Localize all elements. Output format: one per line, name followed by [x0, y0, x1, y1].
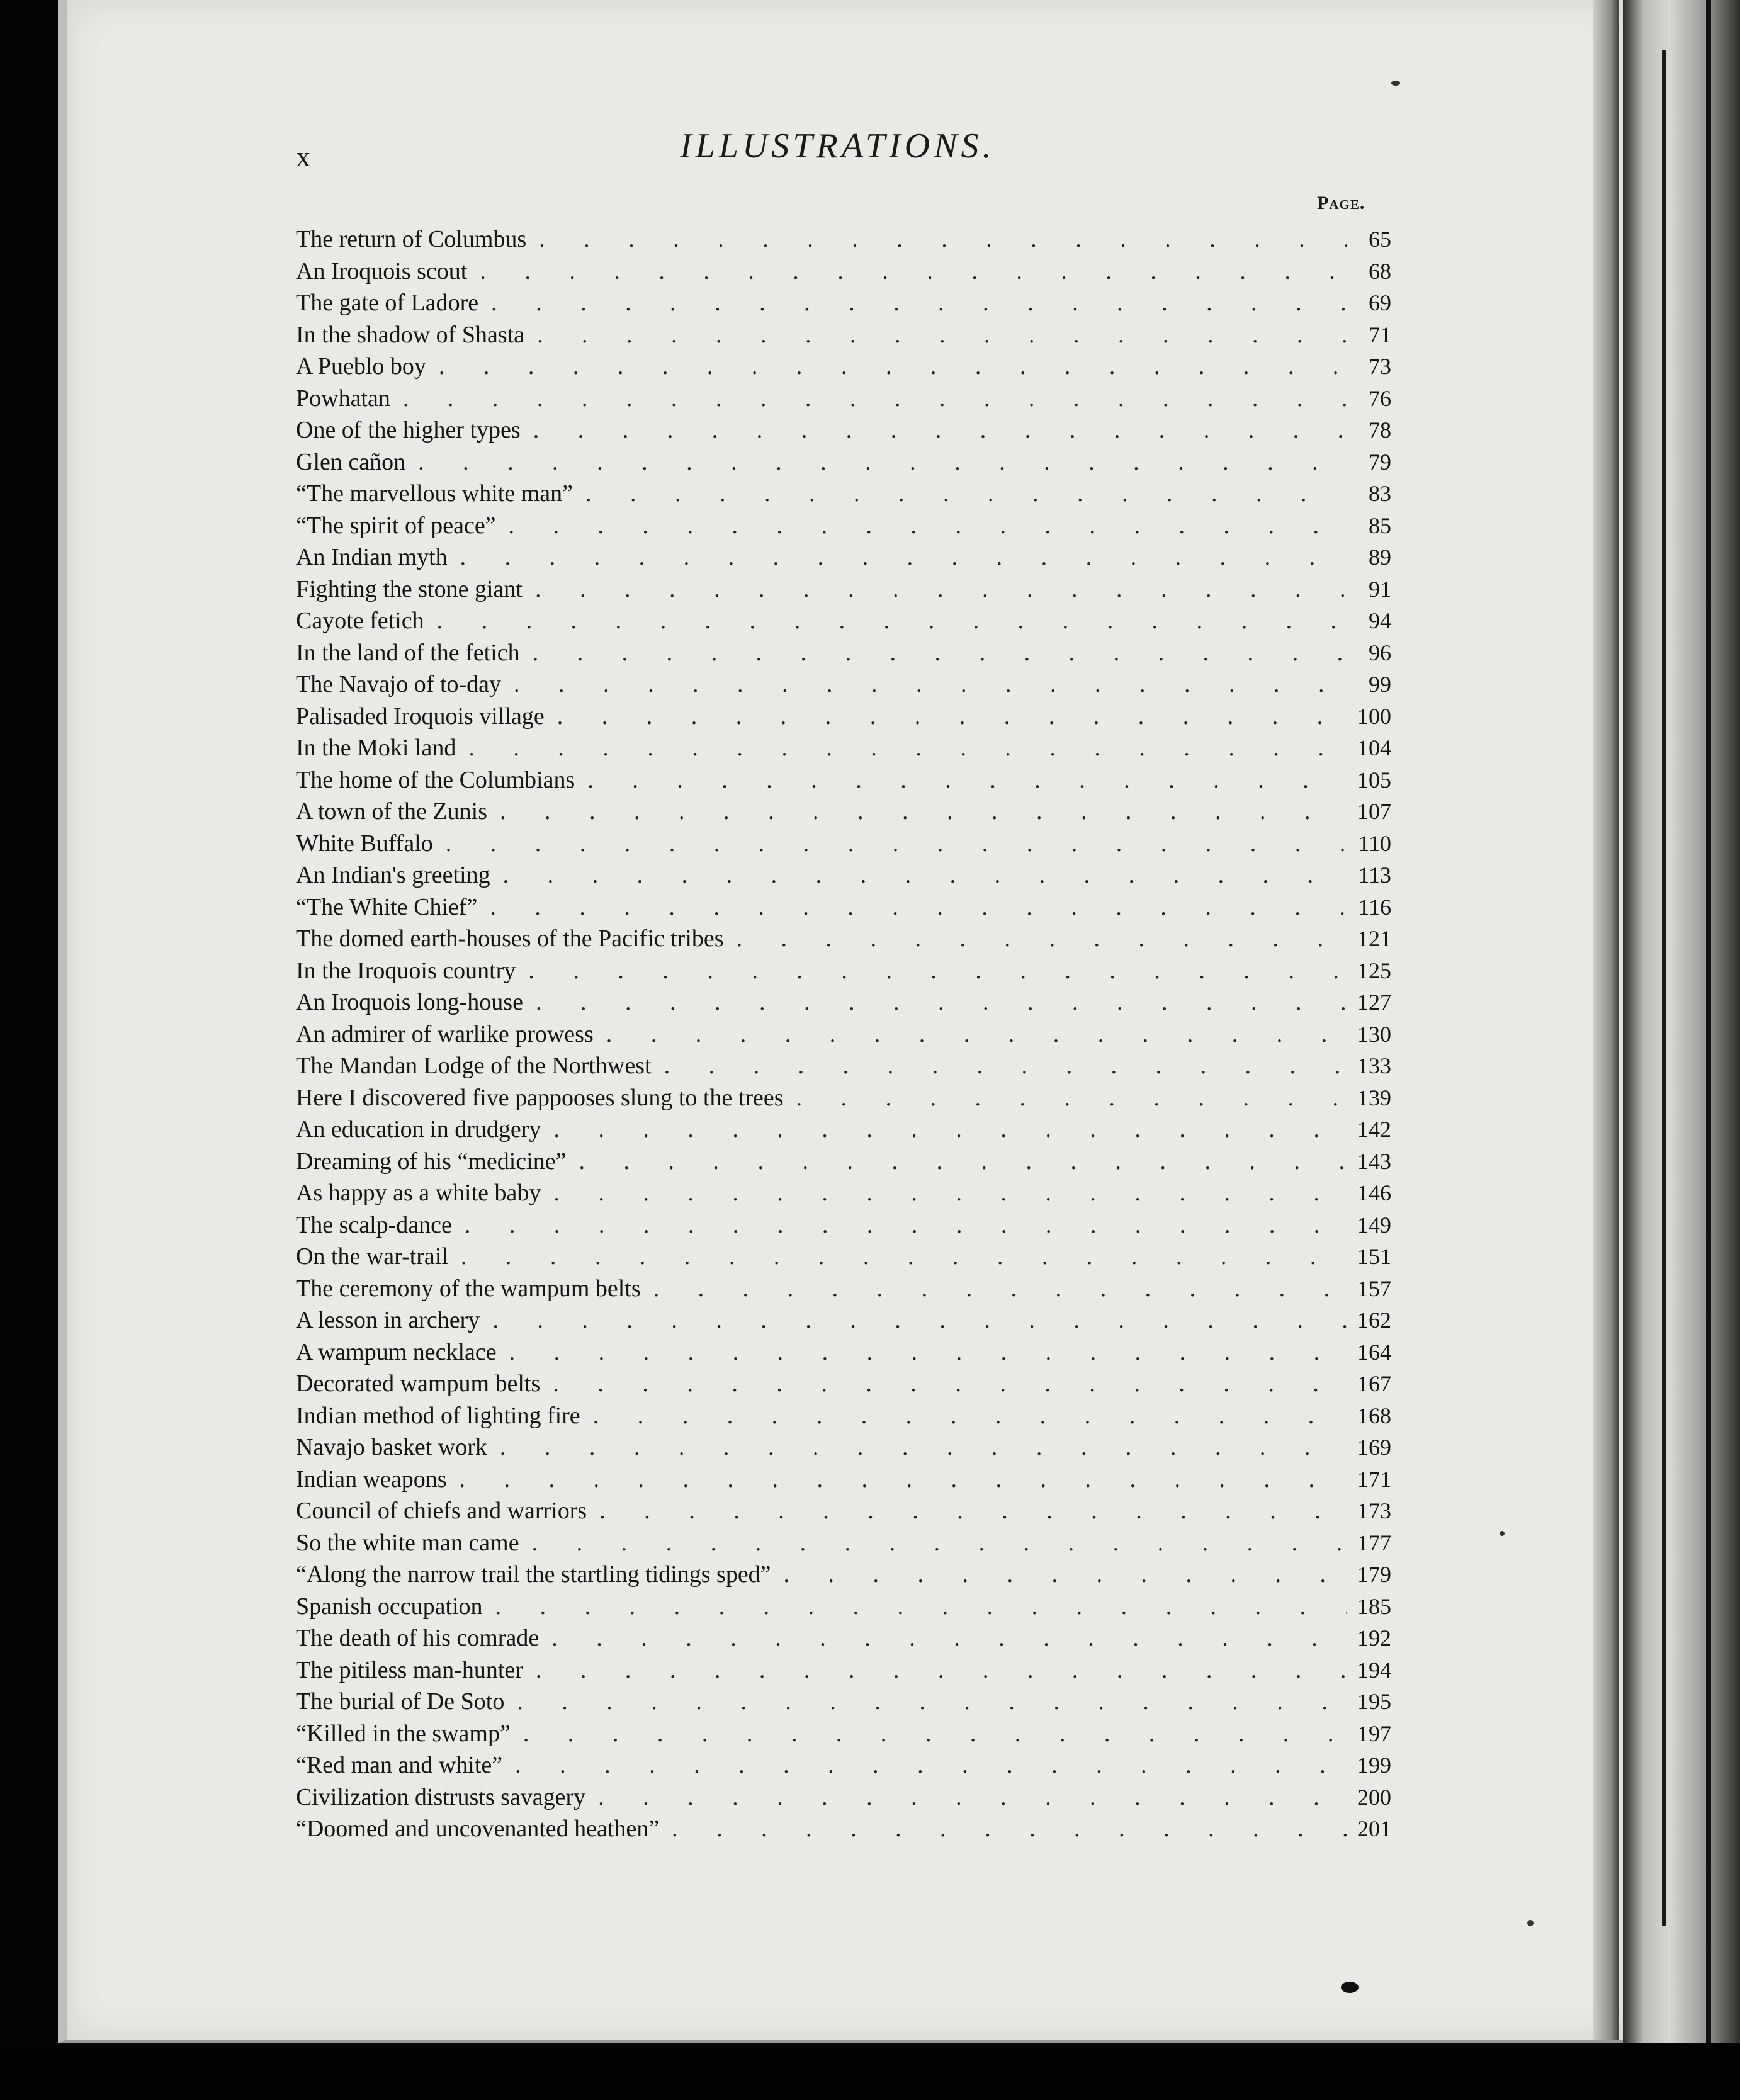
- entry-page-number: 177: [1357, 1530, 1391, 1555]
- dot-leader: [573, 478, 1347, 510]
- dot-leader: [496, 510, 1347, 542]
- dot-leader: [641, 1273, 1347, 1305]
- dot-leader: [524, 319, 1347, 351]
- entry-title: “Red man and white”: [296, 1752, 503, 1778]
- dot-leader: [452, 1209, 1347, 1241]
- entry-page-number: 100: [1357, 703, 1391, 729]
- list-item: [296, 669, 1391, 701]
- ink-blot: [1341, 1982, 1359, 1993]
- entry-page-number: 96: [1369, 640, 1391, 665]
- entry-page-number: 194: [1357, 1657, 1391, 1683]
- dot-leader: [477, 891, 1347, 923]
- entry-page-number: 167: [1357, 1371, 1391, 1396]
- list-item: [296, 796, 1391, 828]
- entry-page-number: 94: [1369, 608, 1391, 633]
- list-item: [296, 891, 1391, 923]
- list-item: [296, 732, 1391, 764]
- entry-page-number: 130: [1357, 1021, 1391, 1047]
- entry-title: An Indian's greeting: [296, 862, 490, 888]
- entry-title: The return of Columbus: [296, 226, 527, 252]
- entry-page-number: 65: [1369, 227, 1391, 252]
- entry-title: So the white man came: [296, 1529, 519, 1556]
- list-item: [296, 637, 1391, 669]
- dot-leader: [526, 223, 1347, 256]
- entry-page-number: 197: [1357, 1720, 1391, 1746]
- dot-leader: [659, 1813, 1347, 1845]
- entry-title: Powhatan: [296, 385, 390, 412]
- list-item: [296, 1718, 1391, 1750]
- ink-speck: [1527, 1920, 1534, 1926]
- illustrations-list: [296, 223, 1391, 1845]
- dot-leader: [490, 859, 1347, 891]
- dot-leader: [566, 1146, 1347, 1178]
- dot-leader: [405, 446, 1347, 478]
- dot-leader: [587, 1495, 1347, 1527]
- page-edge: [1593, 0, 1619, 2040]
- entry-page-number: 146: [1357, 1180, 1391, 1205]
- list-item: [296, 701, 1391, 733]
- dot-leader: [521, 414, 1347, 446]
- entry-title: Indian weapons: [296, 1465, 447, 1493]
- dot-leader: [784, 1082, 1347, 1114]
- list-item: [296, 1241, 1391, 1273]
- entry-title: Civilization distrusts savagery: [296, 1783, 586, 1810]
- entry-title: “Doomed and uncovenanted heathen”: [296, 1815, 660, 1842]
- entry-title: The scalp-dance: [296, 1211, 452, 1238]
- entry-title: “The marvellous white man”: [296, 480, 573, 507]
- list-item: [296, 923, 1391, 955]
- list-item: [296, 1304, 1391, 1336]
- entry-title: Spanish occupation: [296, 1593, 483, 1620]
- entry-page-number: 173: [1357, 1498, 1391, 1523]
- dot-leader: [652, 1050, 1347, 1082]
- list-item: [296, 510, 1391, 542]
- entry-page-number: 99: [1369, 672, 1391, 697]
- dot-leader: [478, 287, 1347, 319]
- list-item: [296, 1336, 1391, 1369]
- page-column-label: Page.: [1317, 193, 1365, 213]
- list-item: [296, 1400, 1391, 1432]
- entry-title: Dreaming of his “medicine”: [296, 1148, 567, 1175]
- entry-page-number: 201: [1357, 1816, 1391, 1841]
- entry-page-number: 91: [1369, 576, 1391, 602]
- entry-title: The death of his comrade: [296, 1625, 540, 1651]
- list-item: [296, 256, 1391, 288]
- entry-title: An Indian myth: [296, 544, 448, 570]
- list-item: [296, 986, 1391, 1019]
- list-item: [296, 1622, 1391, 1654]
- list-item: [296, 1082, 1391, 1114]
- list-item: [296, 1781, 1391, 1814]
- entry-page-number: 169: [1357, 1435, 1391, 1460]
- book-spine: [1623, 0, 1740, 2100]
- entry-title: A town of the Zunis: [296, 798, 487, 825]
- dot-leader: [541, 1114, 1347, 1146]
- list-item: [296, 1686, 1391, 1718]
- entry-page-number: 157: [1357, 1275, 1391, 1301]
- dot-leader: [580, 1400, 1347, 1432]
- entry-title: As happy as a white baby: [296, 1180, 541, 1206]
- entry-page-number: 133: [1357, 1053, 1391, 1078]
- entry-page-number: 116: [1358, 894, 1391, 920]
- entry-page-number: 107: [1357, 799, 1391, 824]
- entry-page-number: 85: [1369, 512, 1391, 538]
- dot-leader: [541, 1177, 1347, 1209]
- entry-page-number: 171: [1357, 1466, 1391, 1492]
- entry-title: The burial of De Soto: [296, 1688, 505, 1715]
- entry-page-number: 139: [1357, 1085, 1391, 1110]
- list-item: [296, 1209, 1391, 1241]
- entry-page-number: 71: [1369, 322, 1391, 347]
- entry-title: “Killed in the swamp”: [296, 1720, 511, 1747]
- entry-title: Palisaded Iroquois village: [296, 703, 545, 730]
- running-head: ILLUSTRATIONS.: [680, 127, 995, 166]
- dot-leader: [523, 1654, 1347, 1686]
- entry-title: The ceremony of the wampum belts: [296, 1275, 641, 1302]
- dot-leader: [519, 1527, 1347, 1559]
- entry-title: A wampum necklace: [296, 1338, 497, 1365]
- entry-page-number: 192: [1357, 1625, 1391, 1651]
- entry-page-number: 89: [1369, 545, 1391, 570]
- list-item: [296, 287, 1391, 319]
- entry-page-number: 168: [1357, 1403, 1391, 1428]
- dot-leader: [575, 764, 1347, 796]
- entry-title: In the Moki land: [296, 735, 456, 761]
- list-item: [296, 1527, 1391, 1559]
- dot-leader: [426, 351, 1347, 383]
- dot-leader: [456, 732, 1347, 764]
- entry-title: Here I discovered five pappooses slung to the trees: [296, 1084, 784, 1111]
- entry-page-number: 105: [1357, 767, 1391, 793]
- entry-page-number: 125: [1357, 957, 1391, 983]
- list-item: [296, 1368, 1391, 1400]
- entry-title: Decorated wampum belts: [296, 1370, 541, 1397]
- entry-page-number: 68: [1369, 258, 1391, 284]
- spine-gap: [1706, 0, 1711, 2100]
- page-folio: x: [296, 140, 312, 172]
- entry-title: In the land of the fetich: [296, 639, 520, 666]
- list-item: [296, 1813, 1391, 1845]
- entry-title: In the Iroquois country: [296, 957, 516, 984]
- list-item: [296, 1019, 1391, 1051]
- list-item: [296, 955, 1391, 987]
- entry-title: “The White Chief”: [296, 893, 478, 920]
- entry-title: The pitiless man-hunter: [296, 1656, 523, 1683]
- list-item: [296, 859, 1391, 891]
- entry-page-number: 179: [1357, 1562, 1391, 1587]
- entry-page-number: 149: [1357, 1212, 1391, 1238]
- list-item: [296, 319, 1391, 351]
- list-item: [296, 1146, 1391, 1178]
- list-item: [296, 1464, 1391, 1496]
- list-item: [296, 605, 1391, 637]
- entry-title: Navajo basket work: [296, 1434, 487, 1460]
- dot-leader: [467, 256, 1347, 288]
- list-item: [296, 1050, 1391, 1082]
- entry-title: White Buffalo: [296, 830, 433, 857]
- entry-title: Council of chiefs and warriors: [296, 1498, 587, 1524]
- dot-leader: [390, 383, 1347, 415]
- dot-leader: [424, 605, 1347, 637]
- dot-leader: [724, 923, 1347, 955]
- dot-leader: [448, 541, 1347, 573]
- list-item: [296, 1431, 1391, 1464]
- dot-leader: [433, 828, 1347, 860]
- dot-leader: [487, 1431, 1347, 1464]
- entry-page-number: 164: [1357, 1339, 1391, 1365]
- list-item: [296, 828, 1391, 860]
- dot-leader: [480, 1304, 1347, 1336]
- dot-leader: [523, 573, 1347, 606]
- dot-leader: [594, 1019, 1347, 1051]
- entry-title: The Navajo of to-day: [296, 671, 502, 697]
- entry-title: “Along the narrow trail the startling tidings sped”: [296, 1561, 771, 1588]
- dot-leader: [585, 1781, 1347, 1814]
- dot-leader: [497, 1336, 1347, 1369]
- list-item: [296, 1114, 1391, 1146]
- entry-page-number: 104: [1357, 735, 1391, 760]
- entry-page-number: 199: [1357, 1753, 1391, 1778]
- dot-leader: [447, 1464, 1347, 1496]
- dot-leader: [511, 1718, 1347, 1750]
- entry-page-number: 200: [1357, 1784, 1391, 1810]
- entry-page-number: 162: [1357, 1307, 1391, 1333]
- entry-page-number: 69: [1369, 290, 1391, 315]
- list-item: [296, 1749, 1391, 1781]
- entry-title: The domed earth-houses of the Pacific tribes: [296, 925, 724, 952]
- entry-page-number: 127: [1357, 990, 1391, 1015]
- entry-title: A lesson in archery: [296, 1307, 480, 1333]
- list-item: [296, 573, 1391, 606]
- list-item: [296, 1591, 1391, 1623]
- entry-page-number: 79: [1369, 449, 1391, 475]
- entry-title: The Mandan Lodge of the Northwest: [296, 1053, 652, 1079]
- list-item: [296, 1273, 1391, 1305]
- dot-leader: [487, 796, 1347, 828]
- entry-page-number: 151: [1357, 1244, 1391, 1269]
- entry-title: On the war-trail: [296, 1243, 448, 1270]
- dot-leader: [483, 1591, 1347, 1623]
- list-item: [296, 383, 1391, 415]
- dot-leader: [501, 669, 1347, 701]
- entry-title: “The spirit of peace”: [296, 512, 496, 539]
- entry-title: An Iroquois scout: [296, 257, 468, 285]
- entry-title: One of the higher types: [296, 417, 521, 443]
- dot-leader: [771, 1559, 1347, 1591]
- entry-title: The gate of Ladore: [296, 290, 479, 316]
- entry-title: An Iroquois long-house: [296, 989, 523, 1015]
- list-item: [296, 414, 1391, 446]
- ink-speck: [1391, 81, 1400, 86]
- list-item: [296, 1177, 1391, 1209]
- entry-page-number: 195: [1357, 1689, 1391, 1714]
- entry-page-number: 142: [1357, 1117, 1391, 1142]
- entry-title: Glen cañon: [296, 448, 406, 475]
- list-item: [296, 223, 1391, 256]
- dot-leader: [520, 637, 1347, 669]
- spine-crease: [1662, 50, 1666, 1926]
- entry-title: An education in drudgery: [296, 1116, 541, 1143]
- dot-leader: [539, 1622, 1347, 1654]
- entry-title: Cayote fetich: [296, 607, 424, 634]
- entry-page-number: 143: [1357, 1148, 1391, 1174]
- list-item: [296, 541, 1391, 573]
- dot-leader: [545, 701, 1347, 733]
- entry-page-number: 78: [1369, 417, 1391, 443]
- entry-title: A Pueblo boy: [296, 353, 426, 380]
- dot-leader: [540, 1368, 1347, 1400]
- dot-leader: [504, 1686, 1347, 1718]
- list-item: [296, 764, 1391, 796]
- entry-page-number: 121: [1357, 926, 1391, 951]
- list-item: [296, 351, 1391, 383]
- entry-title: The home of the Columbians: [296, 766, 575, 793]
- list-item: [296, 446, 1391, 478]
- ink-speck: [1500, 1531, 1505, 1536]
- list-item: [296, 1559, 1391, 1591]
- list-item: [296, 478, 1391, 510]
- entry-page-number: 76: [1369, 385, 1391, 411]
- entry-page-number: 83: [1369, 481, 1391, 506]
- dot-leader: [448, 1241, 1347, 1273]
- entry-page-number: 185: [1357, 1593, 1391, 1619]
- entry-page-number: 113: [1358, 862, 1391, 888]
- dot-leader: [502, 1749, 1347, 1781]
- entry-page-number: 73: [1369, 354, 1391, 379]
- list-item: [296, 1495, 1391, 1527]
- entry-title: Indian method of lighting fire: [296, 1402, 580, 1429]
- dot-leader: [523, 986, 1347, 1019]
- entry-title: An admirer of warlike prowess: [296, 1020, 594, 1047]
- list-item: [296, 1654, 1391, 1686]
- dot-leader: [516, 955, 1347, 987]
- bottom-shadow: [0, 2043, 1740, 2100]
- entry-title: Fighting the stone giant: [296, 575, 523, 602]
- entry-page-number: 110: [1358, 830, 1391, 856]
- entry-title: In the shadow of Shasta: [296, 321, 525, 348]
